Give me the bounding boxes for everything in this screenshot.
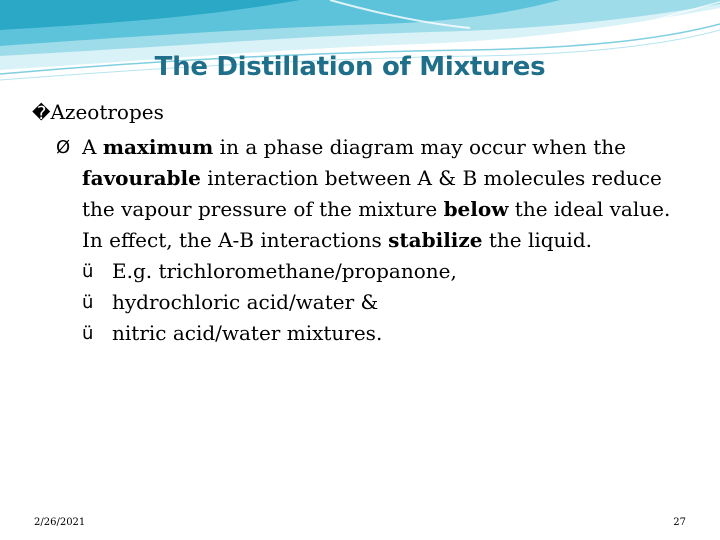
point-text-1: A	[82, 135, 103, 159]
list-item	[82, 256, 696, 287]
point-emphasis-below: below	[443, 197, 509, 221]
point-text-3: interaction between A & B molecules reduce the vapour pressure of the mixture	[82, 166, 662, 221]
examples-list	[56, 256, 696, 349]
section-label: Azeotropes	[50, 100, 164, 124]
list-item	[82, 287, 696, 318]
example-text: nitric acid/water mixtures.	[112, 321, 383, 345]
example-text: E.g. trichloromethane/propanone,	[112, 259, 457, 283]
check-icon: ü	[82, 261, 94, 282]
footer-page-number: 27	[673, 517, 686, 528]
point-text-4: the ideal value. In effect, the A-B interactions	[82, 197, 671, 252]
footer-date: 2/26/2021	[34, 517, 86, 528]
point-text-5: the liquid.	[482, 228, 592, 252]
point-emphasis-favourable: favourable	[82, 166, 201, 190]
list-item	[82, 318, 696, 349]
point-emphasis-maximum: maximum	[102, 135, 214, 159]
slide-title: The Distillation of Mixtures	[154, 52, 546, 82]
arrow-bullet-icon: Ø	[56, 137, 71, 158]
check-icon: ü	[82, 323, 94, 344]
section-heading	[32, 100, 164, 124]
check-icon: ü	[82, 292, 94, 313]
main-point	[56, 132, 696, 349]
main-point-text	[56, 132, 696, 256]
point-emphasis-stabilize: stabilize	[388, 228, 483, 252]
section-bullet: �	[32, 103, 51, 124]
example-text: hydrochloric acid/water &	[112, 290, 379, 314]
point-text-2: in a phase diagram may occur when the	[213, 135, 627, 159]
